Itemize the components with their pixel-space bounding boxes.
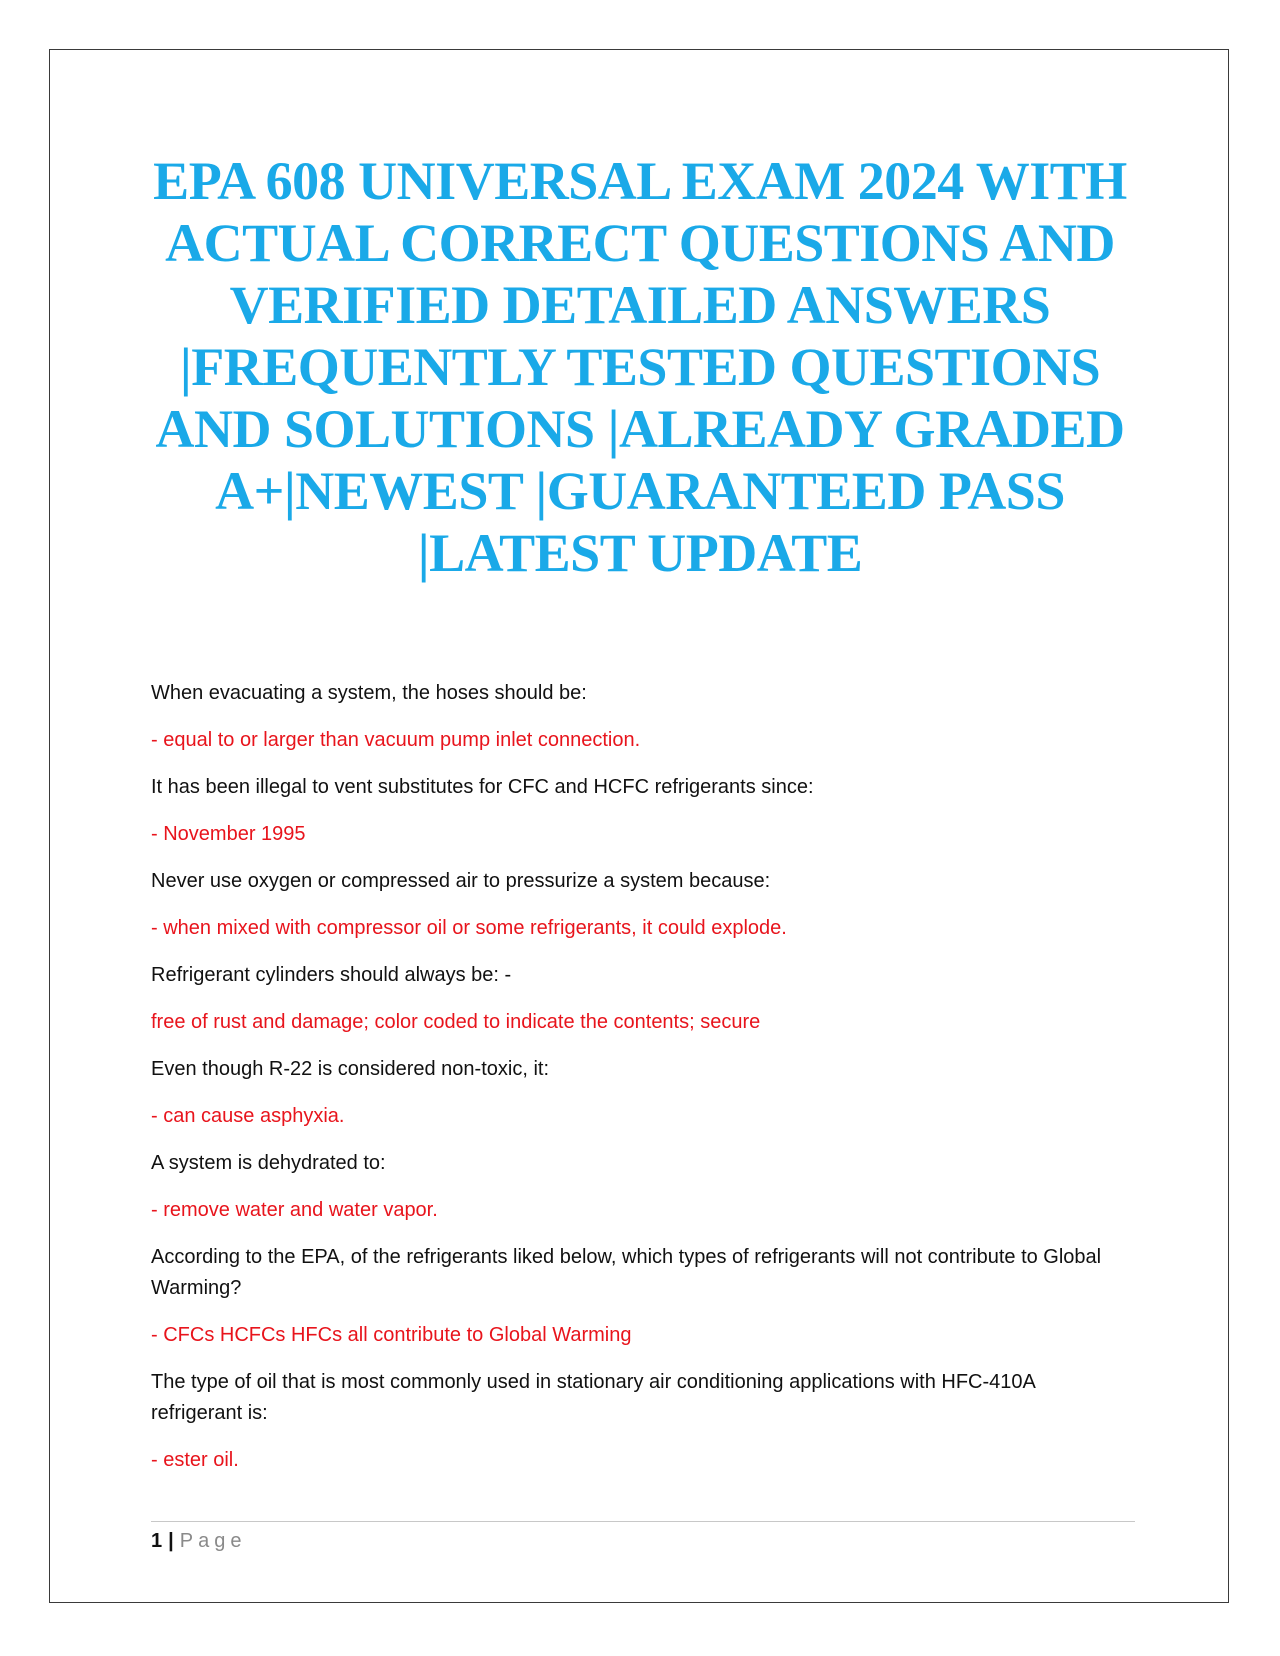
qa-list (151, 678, 1131, 1492)
answer-7: - CFCs HCFCs HFCs all contribute to Global Warming (151, 1324, 632, 1346)
question-7: According to the EPA, of the refrigerants liked below, which types of refrigerants will not contribute to Global Warming? (151, 1246, 1102, 1299)
question-4: Refrigerant cylinders should always be: - (151, 964, 512, 986)
page-label: Page (179, 1530, 247, 1552)
question-1: When evacuating a system, the hoses should be: (151, 682, 587, 704)
answer-5: - can cause asphyxia. (151, 1105, 345, 1127)
answer-1: - equal to or larger than vacuum pump inlet connection. (151, 729, 641, 751)
question-8: The type of oil that is most commonly used in stationary air conditioning applications with HFC-410A refrigerant is: (151, 1371, 1035, 1424)
document-title: EPA 608 UNIVERSAL EXAM 2024 WITH ACTUAL CORRECT QUESTIONS AND VERIFIED DETAILED ANSWERS |FREQUENTLY TESTED QUESTIONS AND SOLUTIONS |ALREADY GRADED A+|NEWEST |GUARANTEED PASS |LATEST UPDATE (153, 151, 1127, 583)
question-3: Never use oxygen or compressed air to pressurize a system because: (151, 870, 771, 892)
page-footer (151, 1527, 246, 1555)
answer-8: - ester oil. (151, 1449, 239, 1471)
question-5: Even though R-22 is considered non-toxic, it: (151, 1058, 549, 1080)
answer-4: free of rust and damage; color coded to indicate the contents; secure (151, 1011, 761, 1033)
answer-2: - November 1995 (151, 823, 306, 845)
page-number: 1 (151, 1530, 163, 1552)
answer-6: - remove water and water vapor. (151, 1199, 438, 1221)
footer-separator: | (168, 1530, 174, 1552)
question-6: A system is dehydrated to: (151, 1152, 386, 1174)
question-2: It has been illegal to vent substitutes for CFC and HCFC refrigerants since: (151, 776, 814, 798)
answer-3: - when mixed with compressor oil or some refrigerants, it could explode. (151, 917, 787, 939)
footer-divider (151, 1521, 1135, 1522)
